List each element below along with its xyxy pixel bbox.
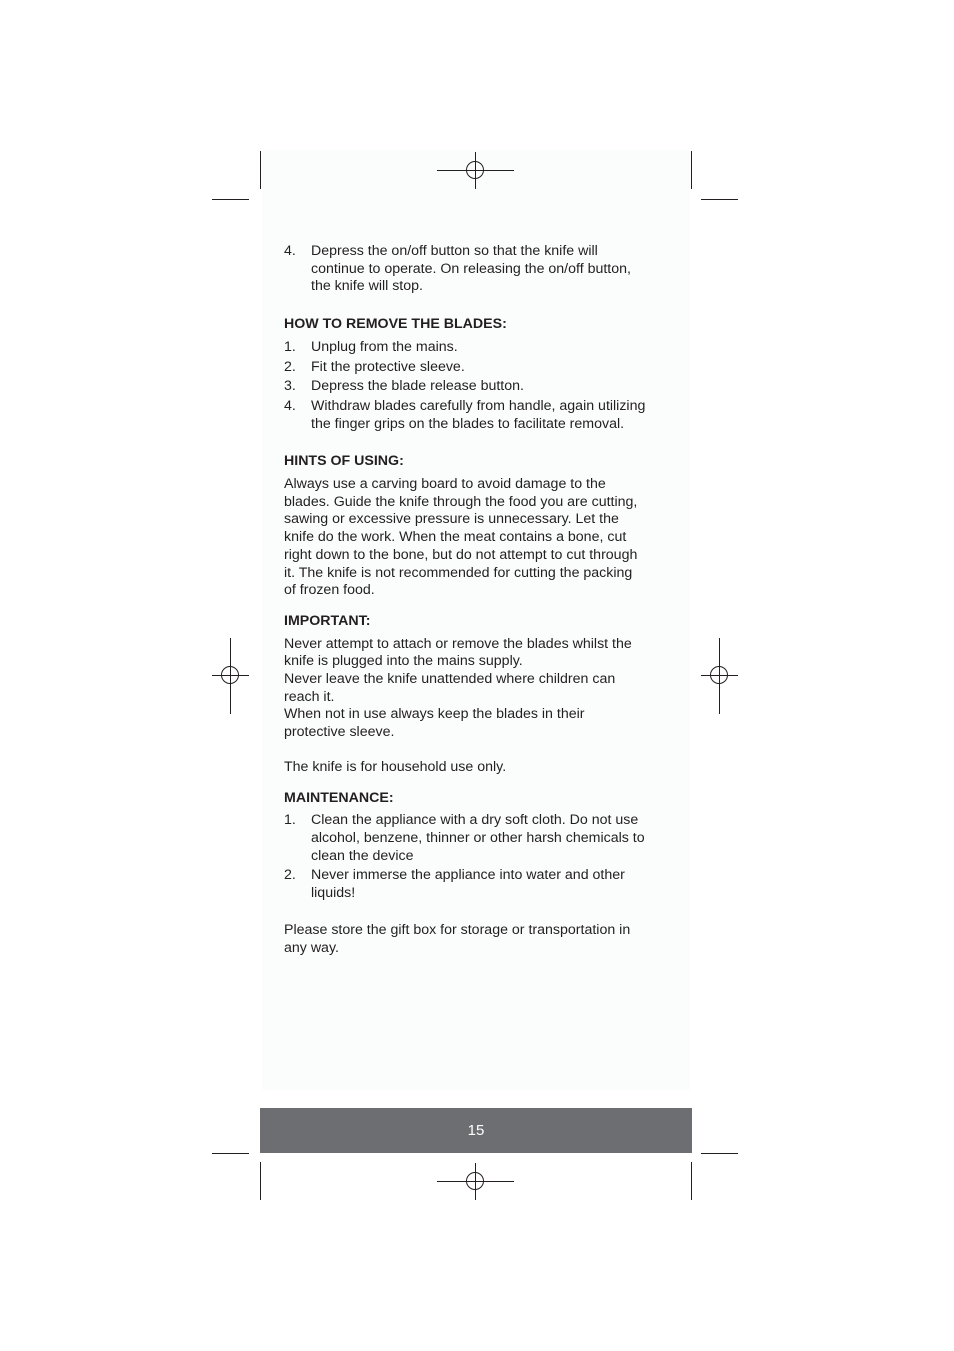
item-number: 4. bbox=[284, 243, 296, 259]
section-heading-maintenance: MAINTENANCE: bbox=[284, 789, 394, 806]
manual-text bbox=[284, 243, 646, 957]
list-item bbox=[284, 359, 646, 377]
page-footer-bar bbox=[260, 1108, 692, 1153]
item-text: Withdraw blades carefully from handle, again utilizing the finger grips on the blades to facilitate removal. bbox=[311, 397, 646, 432]
important-line: Never attempt to attach or remove the blades whilst the knife is plugged into the mains supply. bbox=[284, 635, 632, 670]
item-text: Depress the on/off button so that the knife will continue to operate. On releasing the on/off button, the knife will stop. bbox=[311, 243, 631, 295]
item-number: 1. bbox=[284, 338, 296, 355]
item-number: 4. bbox=[284, 397, 296, 414]
list-item bbox=[284, 867, 646, 902]
item-number: 2. bbox=[284, 867, 296, 884]
page-number: 15 bbox=[467, 1122, 485, 1139]
item-text: Never immerse the appliance into water and other liquids! bbox=[311, 867, 625, 902]
list-item bbox=[284, 243, 646, 296]
item-text: Depress the blade release button. bbox=[311, 378, 524, 395]
item-text: Clean the appliance with a dry soft cloth. Do not use alcohol, benzene, thinner or other harsh chemicals to clean the device bbox=[311, 812, 645, 864]
item-text: Unplug from the mains. bbox=[311, 338, 458, 355]
list-item bbox=[284, 398, 646, 433]
list-item bbox=[284, 378, 646, 396]
item-number: 3. bbox=[284, 378, 296, 395]
household-use-note: The knife is for household use only. bbox=[284, 758, 507, 775]
section-heading-important: IMPORTANT: bbox=[284, 612, 371, 629]
important-line: When not in use always keep the blades in their protective sleeve. bbox=[284, 706, 585, 741]
section-heading-hints: HINTS OF USING: bbox=[284, 453, 404, 470]
list-item bbox=[284, 339, 646, 357]
item-number: 1. bbox=[284, 812, 296, 829]
item-number: 2. bbox=[284, 358, 296, 375]
maintenance-list bbox=[284, 812, 646, 903]
section-heading-remove-blades: HOW TO REMOVE THE BLADES: bbox=[284, 316, 507, 333]
hints-paragraph: Always use a carving board to avoid damage to the blades. Guide the knife through the food you are cutting, sawing or excessive pressure is unnecessary. Let the knife do the work. When the meat contains a bone, cut right down to the bone, but do not attempt to cut through it. The knife is not recommended for cutting the packing of frozen food. bbox=[284, 476, 638, 599]
item-text: Fit the protective sleeve. bbox=[311, 358, 465, 375]
storage-note: Please store the gift box for storage or transportation in any way. bbox=[284, 921, 631, 956]
list-item bbox=[284, 812, 646, 865]
remove-blades-list bbox=[284, 339, 646, 434]
important-line: Never leave the knife unattended where children can reach it. bbox=[284, 671, 616, 705]
